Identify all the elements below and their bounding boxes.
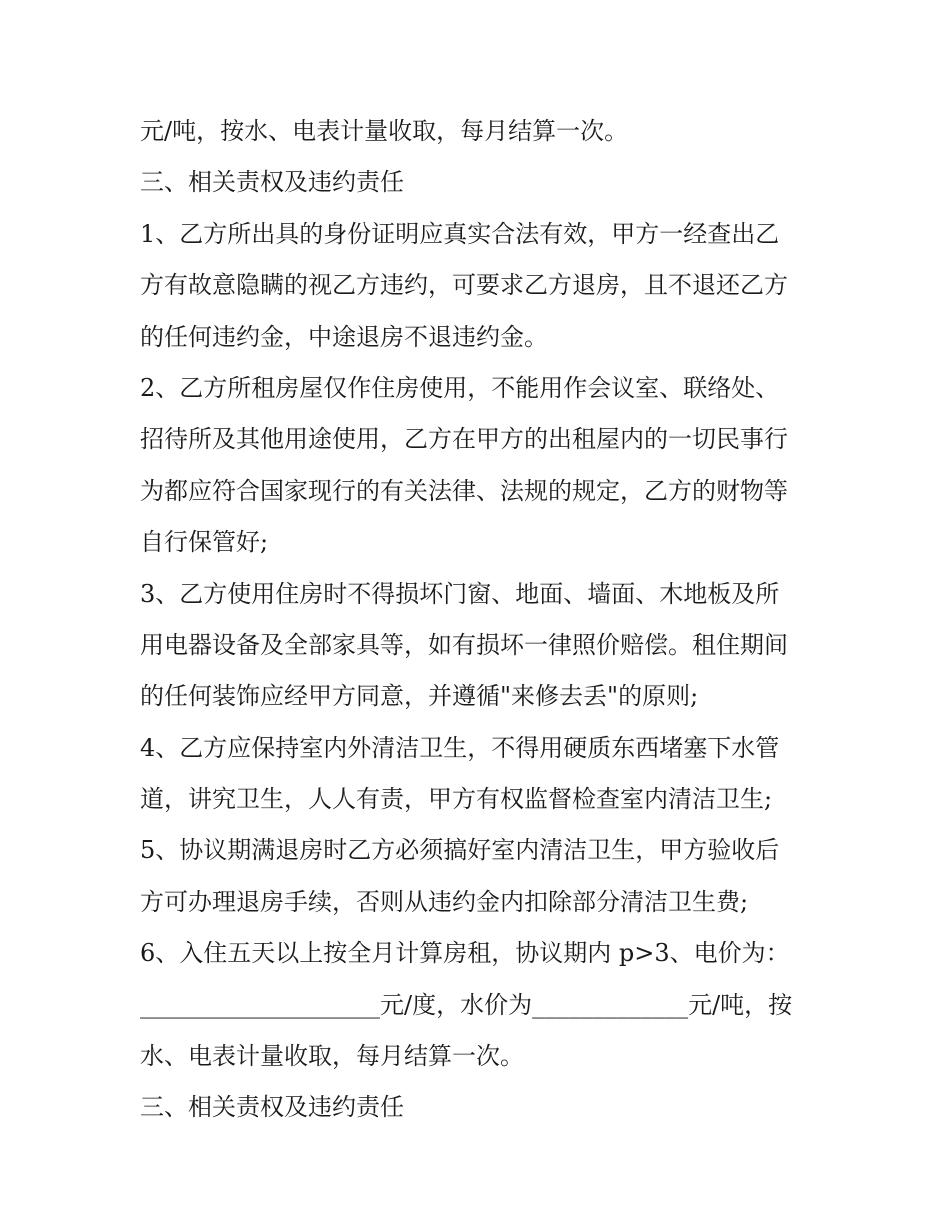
text-line: 自行保管好;: [140, 528, 269, 557]
text-line: 水、电表计量收取，每月结算一次。: [140, 1042, 524, 1071]
section-heading: 三、相关责权及违约责任: [140, 1093, 404, 1122]
document-body: [140, 106, 820, 1134]
text-line: 用电器设备及全部家具等，如有损坏一律照价赔偿。租住期间: [140, 630, 788, 659]
text-line: 方可办理退房手续，否则从违约金内扣除部分清洁卫生费;: [140, 887, 749, 916]
text-line: 的任何装饰应经甲方同意，并遵循"来修去丢"的原则;: [140, 682, 699, 711]
text-line: 为都应符合国家现行的有关法律、法规的规定，乙方的财物等: [140, 476, 788, 505]
text-line: 元/吨，按水、电表计量收取，每月结算一次。: [140, 117, 629, 145]
text-line: 4、乙方应保持室内外清洁卫生，不得用硬质东西堵塞下水管: [140, 733, 780, 762]
text-line: 6、入住五天以上按全月计算房租，协议期内 p>3、电价为：: [140, 939, 790, 968]
text-line: 的任何违约金，中途退房不退违约金。: [140, 322, 548, 351]
text-line: 3、乙方使用住房时不得损坏门窗、地面、墙面、木地板及所: [140, 579, 780, 608]
section-heading: 三、相关责权及违约责任: [140, 168, 404, 197]
text-line: 道，讲究卫生，人人有责，甲方有权监督检查室内清洁卫生;: [140, 785, 773, 814]
text-line-blanks: ____________________元/度，水价为_____________元/吨，按: [140, 990, 793, 1019]
text-line: 招待所及其他用途使用，乙方在甲方的出租屋内的一切民事行: [140, 425, 788, 454]
text-line: 1、乙方所出具的身份证明应真实合法有效，甲方一经查出乙: [140, 219, 780, 248]
text-line: 方有故意隐瞒的视乙方违约，可要求乙方退房，且不退还乙方: [140, 271, 788, 300]
text-line: 5、协议期满退房时乙方必须搞好室内清洁卫生，甲方验收后: [140, 836, 780, 865]
text-line: 2、乙方所租房屋仅作住房使用，不能用作会议室、联络处、: [140, 373, 780, 402]
